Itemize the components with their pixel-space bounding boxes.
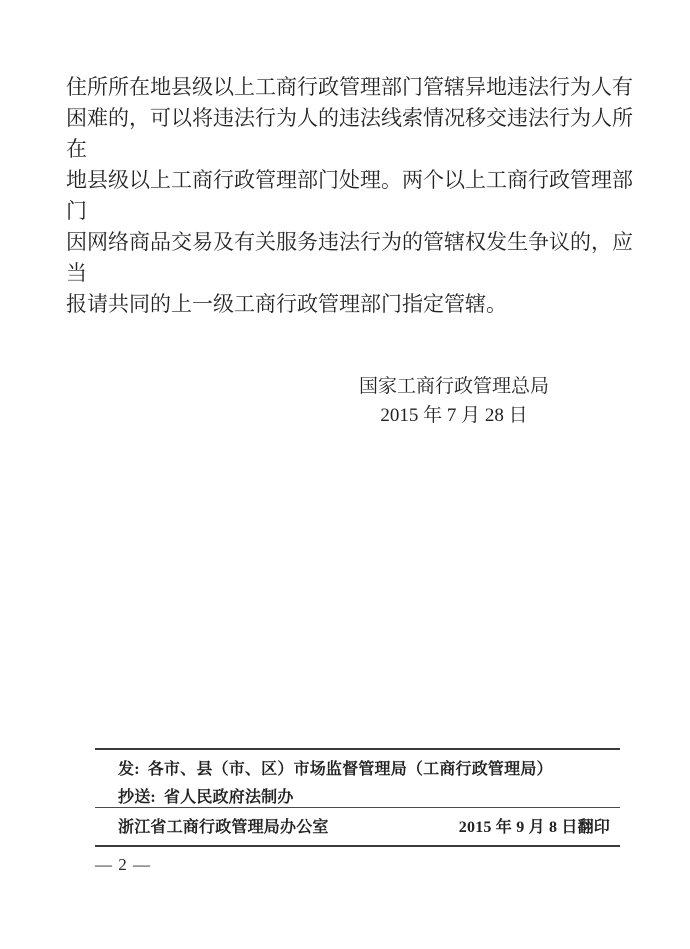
footer-divider-top	[95, 748, 620, 750]
page-number: — 2 —	[95, 855, 151, 874]
paragraph-line: 住所所在地县级以上工商行政管理部门管辖异地违法行为人有	[66, 75, 633, 99]
footer-divider-middle	[95, 807, 620, 808]
cc-label: 抄送:	[118, 789, 156, 806]
paragraph-line: 因网络商品交易及有关服务违法行为的管辖权发生争议的，应当	[66, 230, 633, 285]
print-info-row	[118, 816, 610, 840]
print-date: 2015 年 9 月 8 日翻印	[458, 819, 610, 836]
paragraph-line: 地县级以上工商行政管理部门处理。两个以上工商行政管理部门	[66, 168, 633, 223]
footer-divider-bottom	[95, 845, 620, 847]
signature-issuer: 国家工商行政管理总局	[358, 376, 549, 397]
body-paragraph	[66, 72, 633, 320]
distribution-line	[118, 758, 553, 782]
signature-date: 2015 年 7 月 28 日	[380, 405, 528, 426]
cc-value: 省人民政府法制办	[163, 789, 294, 806]
distribution-label: 发:	[118, 761, 140, 778]
print-office: 浙江省工商行政管理局办公室	[118, 819, 329, 836]
signature-block	[329, 372, 579, 430]
paragraph-line: 报请共同的上一级工商行政管理部门指定管辖。	[66, 292, 507, 316]
paragraph-line: 困难的，可以将违法行为人的违法线索情况移交违法行为人所在	[66, 106, 633, 161]
distribution-value: 各市、县（市、区）市场监督管理局（工商行政管理局）	[147, 761, 553, 778]
